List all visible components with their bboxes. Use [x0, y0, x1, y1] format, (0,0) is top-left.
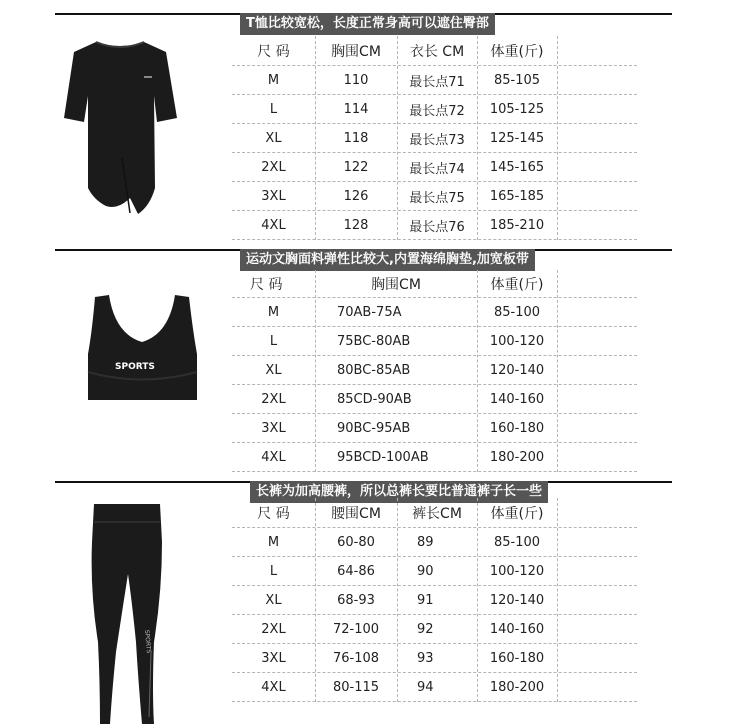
- size-cell: 3XL: [261, 651, 286, 666]
- pants-section: [0, 475, 750, 728]
- size-cell: M: [267, 73, 280, 88]
- table-row: [232, 298, 637, 327]
- chest-cell: 122: [343, 160, 369, 175]
- length-cell: 93: [417, 651, 434, 666]
- table-row: [232, 385, 637, 414]
- table-row: [232, 95, 637, 124]
- size-cell: M: [267, 535, 280, 550]
- chest-cell: 70AB-75A: [337, 305, 402, 320]
- waist-cell: 60-80: [337, 535, 375, 550]
- size-cell: XL: [265, 593, 282, 608]
- tshirt-size-table: [232, 36, 637, 240]
- length-cell: 最长点73: [409, 133, 465, 148]
- table-header: [232, 498, 637, 528]
- size-cell: 3XL: [261, 189, 286, 204]
- weight-cell: 145-165: [489, 160, 545, 175]
- size-cell: 4XL: [261, 218, 286, 233]
- weight-cell: 160-180: [489, 421, 545, 436]
- sports-bra-image: [85, 292, 200, 407]
- table-header: [232, 36, 637, 66]
- length-cell: 94: [417, 680, 434, 695]
- table-row: [232, 557, 637, 586]
- chest-cell: 128: [343, 218, 369, 233]
- tshirt-image: [58, 38, 183, 218]
- waist-cell: 80-115: [332, 680, 380, 695]
- header-waist: 腰围CM: [331, 506, 381, 522]
- weight-cell: 120-140: [489, 363, 545, 378]
- length-cell: 最长点75: [409, 191, 465, 206]
- table-row: [232, 586, 637, 615]
- header-size: 尺 码: [257, 506, 290, 522]
- header-chest: 胸围CM: [331, 44, 381, 60]
- table-row: [232, 356, 637, 385]
- waist-cell: 68-93: [337, 593, 375, 608]
- tshirt-section: [0, 0, 750, 240]
- header-length: 裤长CM: [412, 506, 462, 522]
- weight-cell: 165-185: [489, 189, 545, 204]
- chest-cell: 90BC-95AB: [337, 421, 411, 436]
- size-cell: M: [267, 305, 280, 320]
- weight-cell: 140-160: [489, 622, 545, 637]
- bra-logo-text: SPORTS: [115, 362, 155, 372]
- length-cell: 最长点74: [409, 162, 465, 177]
- table-row: [232, 211, 637, 240]
- pants-size-table: [232, 498, 637, 702]
- size-cell: 2XL: [261, 622, 286, 637]
- bra-section: [0, 240, 750, 475]
- waist-cell: 64-86: [337, 564, 375, 579]
- table-row: [232, 124, 637, 153]
- waist-cell: 72-100: [332, 622, 380, 637]
- leggings-logo-text: SPORTS: [143, 629, 153, 654]
- weight-cell: 85-100: [493, 535, 541, 550]
- bra-title: 运动文胸面料弹性比较大,内置海绵胸垫,加宽板带: [240, 249, 535, 271]
- waist-cell: 76-108: [332, 651, 380, 666]
- weight-cell: 180-200: [489, 450, 545, 465]
- bra-size-table: [232, 270, 637, 472]
- header-weight: 体重(斤): [490, 506, 544, 522]
- weight-cell: 125-145: [489, 131, 545, 146]
- table-header: [232, 270, 637, 298]
- size-cell: L: [269, 102, 278, 117]
- header-size: 尺 码: [257, 44, 290, 60]
- table-row: [232, 66, 637, 95]
- table-row: [232, 528, 637, 557]
- size-cell: 3XL: [261, 421, 286, 436]
- length-cell: 90: [417, 564, 434, 579]
- length-cell: 最长点71: [409, 75, 465, 90]
- length-cell: 最长点76: [409, 220, 465, 235]
- length-cell: 最长点72: [409, 104, 465, 119]
- chest-cell: 75BC-80AB: [337, 334, 411, 349]
- table-row: [232, 153, 637, 182]
- header-weight: 体重(斤): [490, 44, 544, 60]
- table-row: [232, 644, 637, 673]
- weight-cell: 100-120: [489, 334, 545, 349]
- weight-cell: 185-210: [489, 218, 545, 233]
- table-row: [232, 182, 637, 211]
- tshirt-title: T恤比较宽松，长度正常身高可以遮住臀部: [240, 13, 495, 35]
- size-cell: XL: [265, 363, 282, 378]
- weight-cell: 180-200: [489, 680, 545, 695]
- chest-cell: 118: [343, 131, 369, 146]
- size-cell: L: [269, 564, 278, 579]
- chest-cell: 114: [343, 102, 369, 117]
- pants-title: 长裤为加高腰裤，所以总裤长要比普通裤子长一些: [250, 481, 548, 503]
- size-cell: XL: [265, 131, 282, 146]
- chest-cell: 85CD-90AB: [337, 392, 412, 407]
- chest-cell: 80BC-85AB: [337, 363, 411, 378]
- header-length: 衣长 CM: [409, 44, 465, 60]
- weight-cell: 120-140: [489, 593, 545, 608]
- chest-cell: 110: [343, 73, 369, 88]
- leggings-image: [88, 502, 168, 728]
- length-cell: 92: [417, 622, 434, 637]
- size-cell: 4XL: [261, 450, 286, 465]
- table-row: [232, 673, 637, 702]
- size-cell: L: [269, 334, 278, 349]
- size-cell: 4XL: [261, 680, 286, 695]
- header-size: 尺 码: [250, 277, 283, 293]
- size-cell: 2XL: [261, 392, 286, 407]
- table-row: [232, 615, 637, 644]
- weight-cell: 105-125: [489, 102, 545, 117]
- weight-cell: 85-105: [493, 73, 541, 88]
- table-row: [232, 414, 637, 443]
- weight-cell: 140-160: [489, 392, 545, 407]
- size-cell: 2XL: [261, 160, 286, 175]
- header-chest: 胸围CM: [371, 277, 421, 293]
- table-row: [232, 443, 637, 472]
- weight-cell: 100-120: [489, 564, 545, 579]
- length-cell: 91: [417, 593, 434, 608]
- chest-cell: 95BCD-100AB: [337, 450, 429, 465]
- length-cell: 89: [417, 535, 434, 550]
- weight-cell: 85-100: [493, 305, 541, 320]
- weight-cell: 160-180: [489, 651, 545, 666]
- chest-cell: 126: [343, 189, 369, 204]
- header-weight: 体重(斤): [490, 277, 544, 293]
- table-row: [232, 327, 637, 356]
